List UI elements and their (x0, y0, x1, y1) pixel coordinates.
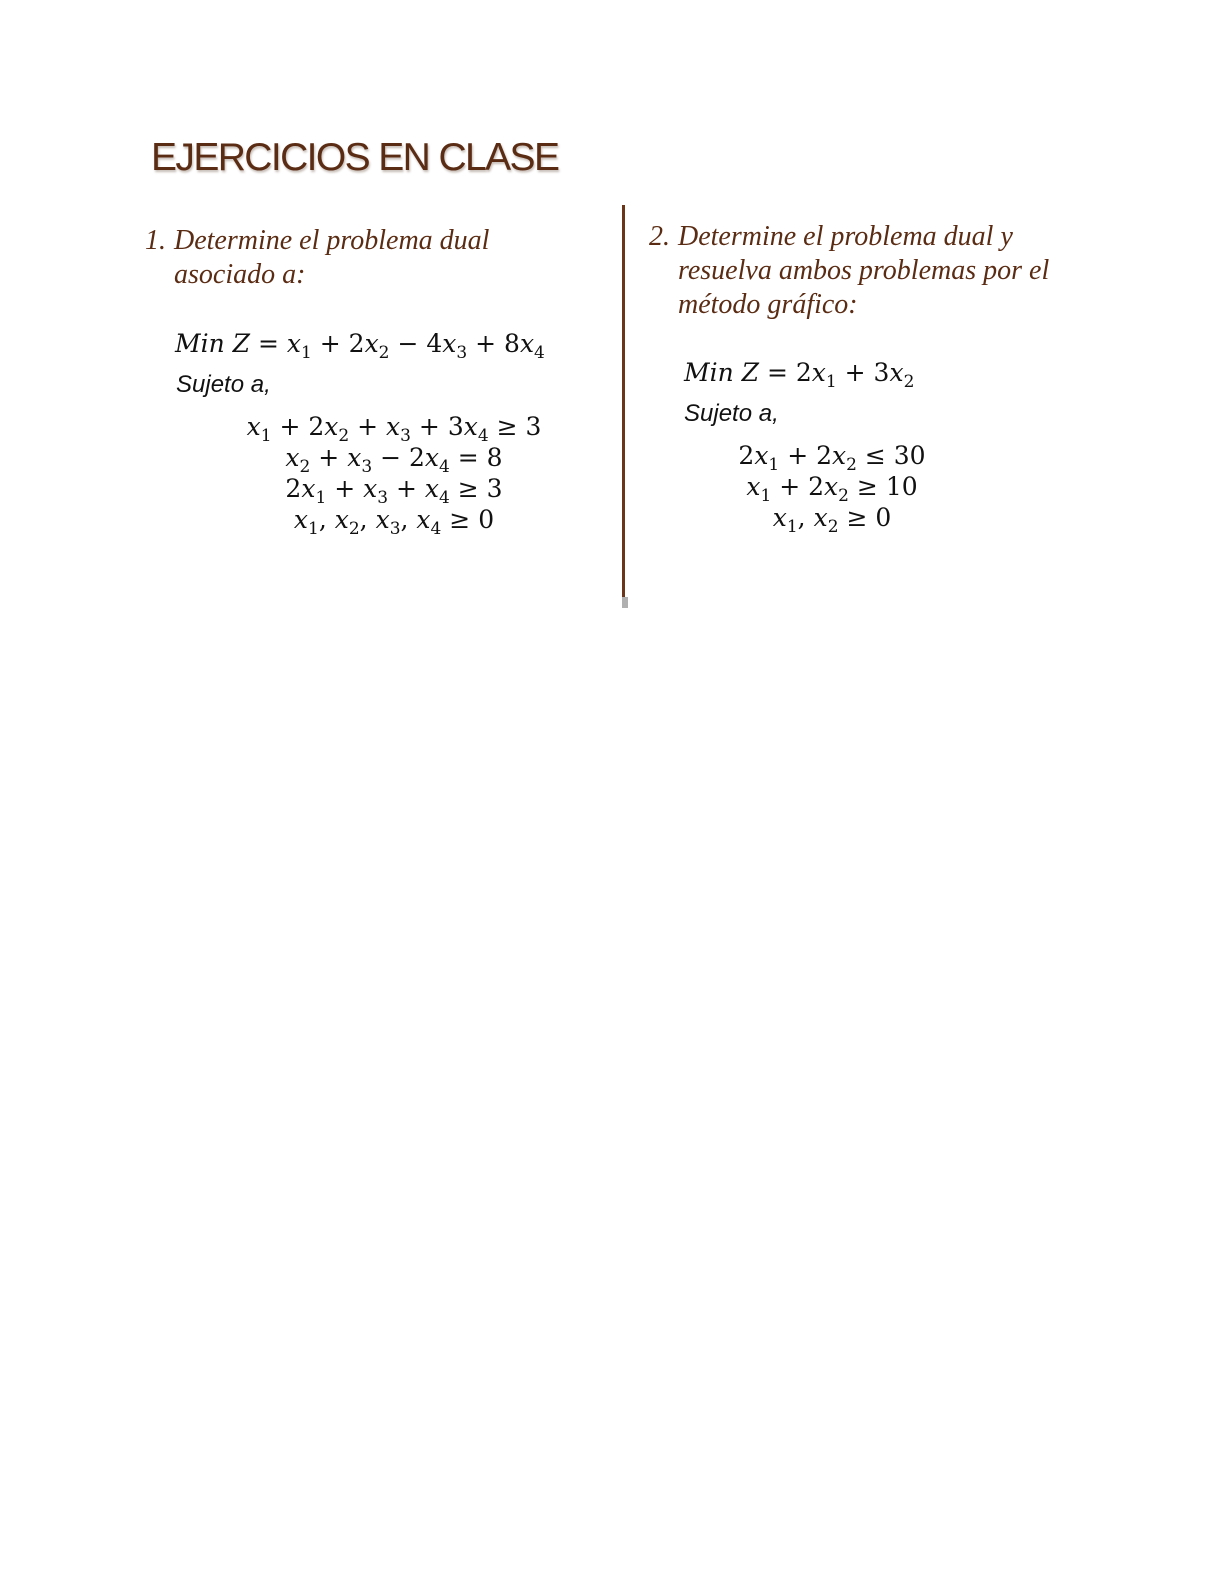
exercise-2-number: 2. (649, 221, 670, 252)
column-divider (622, 205, 625, 597)
exercise-1-constraint: $x_1 + 2x_2 + x_3 + 3x_4 \ge 3$ (246, 412, 542, 446)
exercise-2-constraint: $2x_1 + 2x_2 \le 30$ (738, 441, 926, 475)
exercise-1-prompt (145, 224, 565, 292)
exercise-1-text: Determine el problema dual asociado a: (174, 225, 490, 290)
exercise-2-constraint: $x_1 + 2x_2 \ge 10$ (746, 472, 918, 506)
exercise-1-number: 1. (145, 225, 166, 256)
exercise-2-text: Determine el problema dual y resuelva ambos problemas por el método gráfico: (678, 221, 1050, 320)
exercise-2-constraints (716, 440, 948, 537)
page-title: EJERCICIOS EN CLASE (151, 136, 559, 179)
exercise-1-objective: Min $Z = x_1 + 2x_2 - 4x_3 + 8x_4$ (175, 329, 545, 363)
exercise-1-constraints (236, 411, 552, 539)
exercise-2-objective: Min $Z = 2x_1 + 3x_2$ (684, 358, 915, 392)
exercise-2-prompt (649, 220, 1089, 322)
exercise-1-subject-to: Sujeto a, (176, 371, 271, 398)
divider-handle (622, 597, 628, 608)
exercise-2-constraint: $x_1$, $x_2 \ge 0$ (772, 503, 892, 537)
exercise-1-constraint: $2x_1 + x_3 + x_4 \ge 3$ (285, 474, 503, 508)
exercise-1-constraint: $x_2 + x_3 - 2x_4 = 8$ (285, 443, 503, 477)
exercise-2-subject-to: Sujeto a, (684, 400, 779, 427)
exercise-1-constraint: $x_1$, $x_2$, $x_3$, $x_4 \ge 0$ (293, 505, 495, 539)
